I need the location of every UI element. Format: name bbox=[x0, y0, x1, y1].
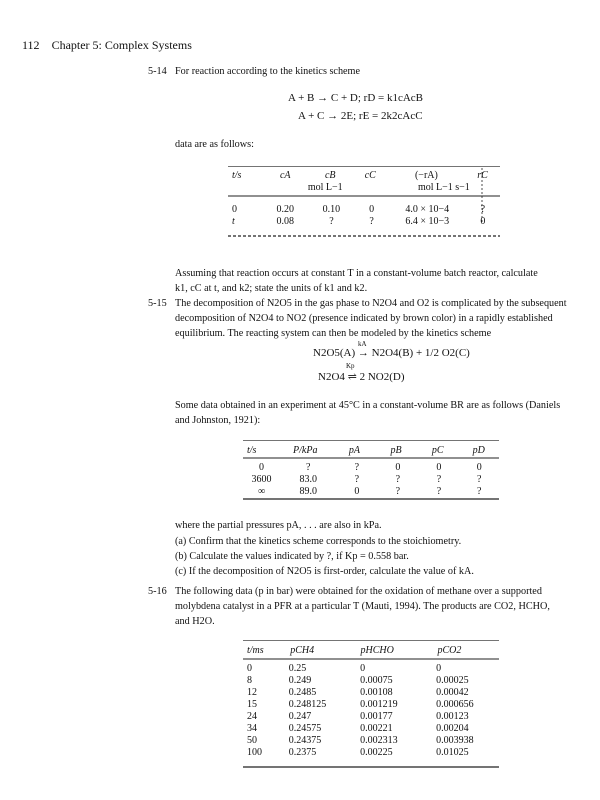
problem-5-15-para-2: decomposition of N2O4 to NO2 (presence indicated by brown color) in a rapidly established bbox=[175, 313, 553, 324]
table-row: 3600 83.0 ? ? ? ? bbox=[251, 473, 482, 485]
problem-5-14-intro: For reaction according to the kinetics scheme bbox=[175, 66, 361, 77]
problem-5-14-para-1: Assuming that reaction occurs at constant T in a constant-volume batch reactor, calculate bbox=[175, 268, 538, 279]
equation-5-15-1: N2O5(A) → N2O4(B) + 1/2 O2(C) bbox=[313, 347, 470, 359]
problem-5-15-para-1: The decomposition of N2O5 in the gas phase to N2O4 and O2 is complicated by the subsequent bbox=[175, 298, 567, 309]
table-row: 100 0.2375 0.00225 0.01025 bbox=[247, 746, 469, 758]
table-row: 15 0.248125 0.001219 0.000656 bbox=[247, 698, 474, 710]
problem-5-15-para-3: equilibrium. The reacting system can then be modeled by the kinetics scheme bbox=[175, 328, 492, 339]
equilibrium-constant-label: Kp bbox=[346, 362, 355, 370]
problem-5-16-para-1: The following data (p in bar) were obtained for the oxidation of methane over a supported bbox=[175, 586, 542, 597]
problem-5-14-number: 5-14 bbox=[148, 66, 167, 77]
table-row: 12 0.2485 0.00108 0.00042 bbox=[247, 686, 469, 698]
table-row: 0 0.25 0 0 bbox=[247, 662, 442, 674]
problem-5-16-para-3: and H2O. bbox=[175, 616, 215, 627]
chapter-title: Chapter 5: Complex Systems bbox=[51, 38, 192, 52]
equation-5-14-2: A + C → 2E; rE = 2k2cAcC bbox=[298, 110, 423, 122]
table-row: 0 0.20 0.10 0 4.0 × 10−4 ? bbox=[232, 203, 486, 215]
problem-5-16-para-2: molybdena catalyst in a PFR at a particular T (Mauti, 1994). The products are CO2, HCHO, bbox=[175, 601, 550, 612]
table-row: t/ms pCH4 pHCHO pCO2 bbox=[247, 644, 462, 656]
problem-5-14-para-2: k1, cC at t, and k2; state the units of k1 and k2. bbox=[175, 283, 368, 294]
problem-5-16-number: 5-16 bbox=[148, 586, 167, 597]
problem-5-15-part-a: (a) Confirm that the kinetics scheme corresponds to the stoichiometry. bbox=[175, 536, 462, 547]
problem-5-15-para-4: Some data obtained in an experiment at 45°C in a constant-volume BR are as follows (Daniels bbox=[175, 400, 561, 411]
equation-5-15-2: N2O4 ⇌ 2 NO2(D) bbox=[318, 371, 405, 383]
table-row: 34 0.24575 0.00221 0.00204 bbox=[247, 722, 469, 734]
equation-5-14-1: A + B → C + D; rD = k1cAcB bbox=[288, 92, 424, 104]
table-row: mol L−1 mol L−1 s−1 bbox=[307, 181, 470, 193]
table-row: ∞ 89.0 0 ? ? ? bbox=[257, 485, 482, 497]
page-header bbox=[22, 38, 192, 53]
table-row: 8 0.249 0.00075 0.00025 bbox=[247, 674, 469, 686]
problem-5-15-part-c: (c) If the decomposition of N2O5 is first-order, calculate the value of kA. bbox=[175, 566, 474, 577]
data-intro: data are as follows: bbox=[175, 139, 254, 150]
table-row: 24 0.247 0.00177 0.00123 bbox=[247, 710, 469, 722]
table-row: 50 0.24375 0.002313 0.003938 bbox=[247, 734, 474, 746]
problem-5-15-para-5: and Johnston, 1921): bbox=[175, 415, 261, 426]
table-row: 0 ? ? 0 0 0 bbox=[259, 461, 482, 473]
table-row: t/s cA cB cC (−rA) rC bbox=[232, 169, 488, 181]
problem-5-15-part-b: (b) Calculate the values indicated by ?, if Kp = 0.558 bar. bbox=[175, 551, 409, 562]
problem-5-15-note: where the partial pressures pA, . . . are also in kPa. bbox=[175, 520, 382, 531]
page-number: 112 bbox=[22, 38, 40, 52]
rate-constant-label: kA bbox=[358, 340, 367, 348]
problem-5-15-number: 5-15 bbox=[148, 298, 167, 309]
table-row: t 0.08 ? ? 6.4 × 10−3 0 bbox=[232, 215, 486, 227]
table-row: t/s P/kPa pA pB pC pD bbox=[247, 444, 485, 456]
